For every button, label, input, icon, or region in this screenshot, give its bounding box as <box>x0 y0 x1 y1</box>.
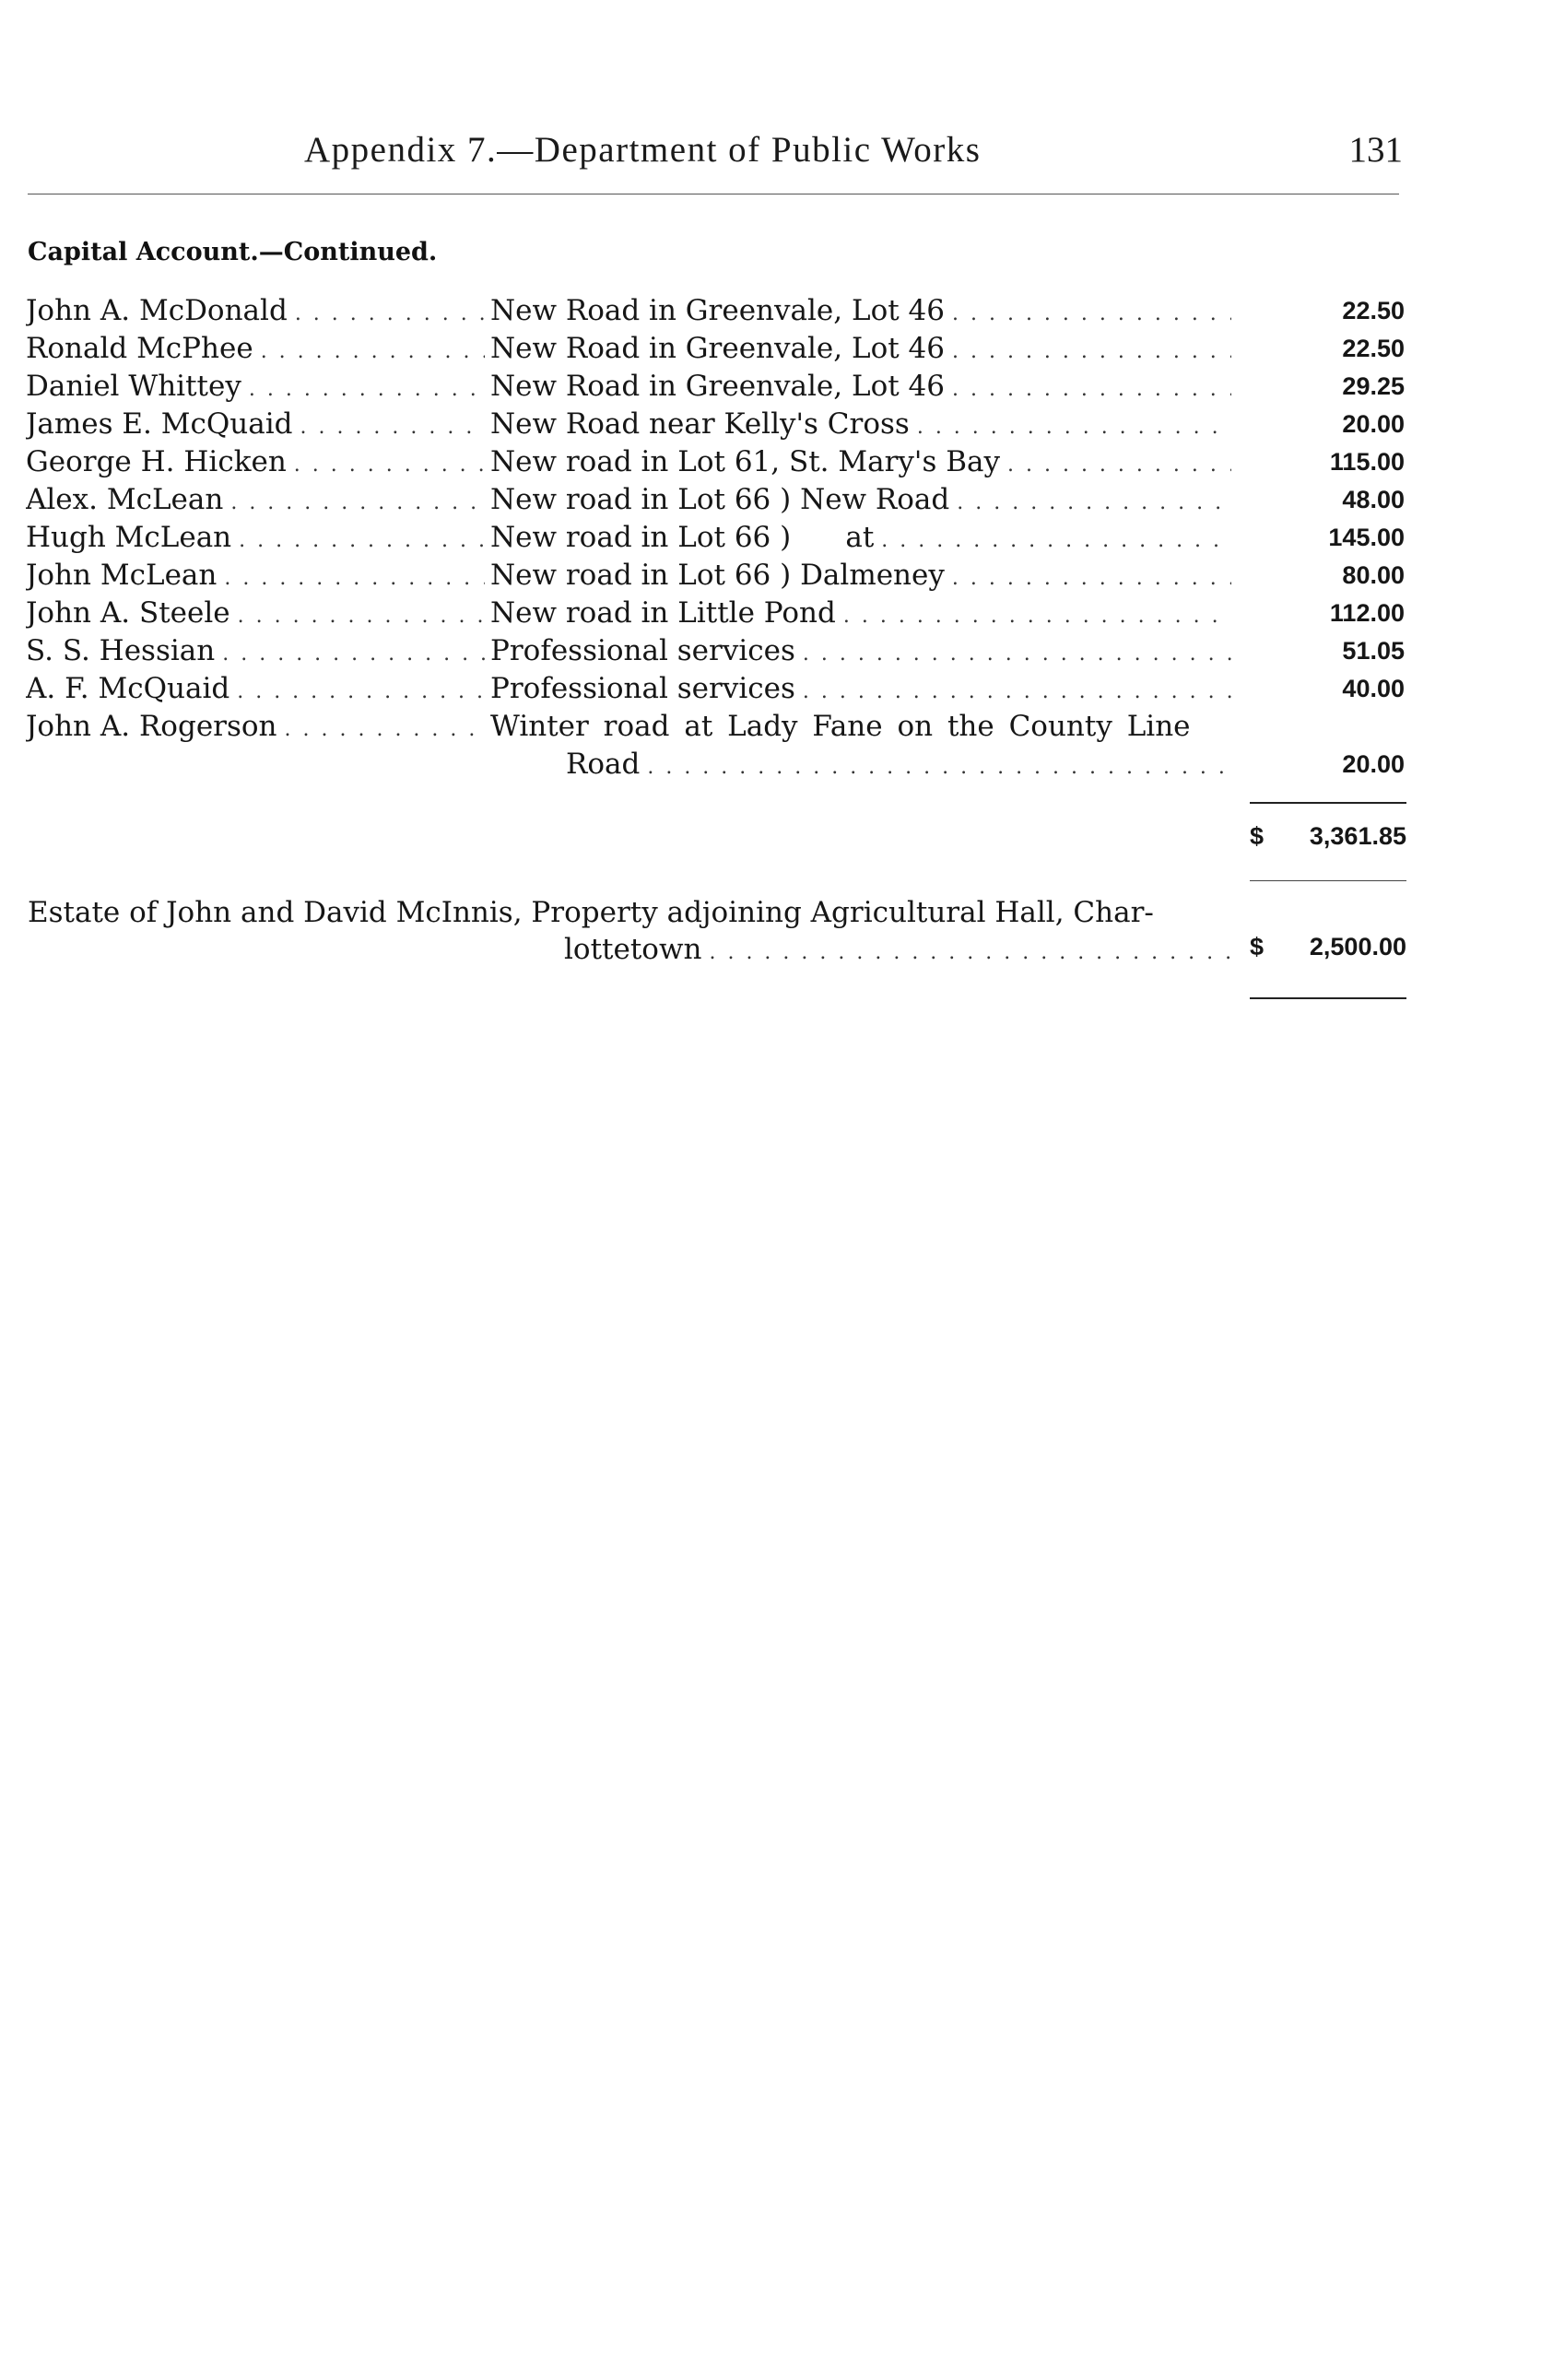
entry-row-continued <box>0 746 1541 783</box>
payee-cell <box>26 595 488 635</box>
entry-description: New road in Lot 61, St. Mary's Bay <box>490 445 1000 478</box>
payee-cell <box>26 632 488 673</box>
dot-leader <box>917 409 1231 446</box>
dot-leader <box>222 636 485 673</box>
description-cell <box>490 406 1235 446</box>
estate-amount: 2,500.00 <box>1309 933 1406 960</box>
entry-row <box>0 595 1541 631</box>
entry-description: Professional services <box>490 672 795 705</box>
entry-row <box>0 406 1541 442</box>
description-cell <box>566 746 1235 786</box>
payee-cell <box>26 330 488 371</box>
entry-amount: 112.00 <box>1329 599 1405 627</box>
description-cell <box>490 519 1235 560</box>
entry-row <box>0 708 1541 745</box>
dot-leader <box>230 485 485 522</box>
entry-amount: 29.25 <box>1342 372 1405 400</box>
payee-cell <box>26 443 488 484</box>
entry-description: New road in Lot 66 ) New Road <box>490 483 950 516</box>
payee-name: Ronald McPhee <box>26 332 253 365</box>
entry-row <box>0 292 1541 329</box>
entry-description: New Road in Greenvale, Lot 46 <box>490 332 945 365</box>
dot-leader <box>294 447 485 484</box>
description-cell <box>490 632 1235 673</box>
dot-leader <box>952 334 1231 371</box>
entry-amount: 40.00 <box>1342 675 1405 702</box>
entry-row <box>0 670 1541 707</box>
dot-leader <box>1007 447 1231 484</box>
entry-amount: 20.00 <box>1342 750 1405 778</box>
description-cell <box>490 368 1235 408</box>
estate-description-continued-cell <box>564 933 1235 966</box>
dot-leader <box>239 523 485 560</box>
payee-cell <box>26 481 488 522</box>
entry-description: New road in Lot 66 ) Dalmeney <box>490 559 945 592</box>
entry-amount: 22.50 <box>1342 335 1405 362</box>
entry-row <box>0 632 1541 669</box>
payee-cell <box>26 557 488 597</box>
dot-leader <box>295 296 485 333</box>
payee-cell <box>26 519 488 560</box>
payee-name: James E. McQuaid <box>26 407 293 441</box>
entry-description: New Road near Kelly's Cross <box>490 407 910 441</box>
dot-leader <box>709 941 1231 964</box>
entry-row <box>0 519 1541 556</box>
payee-name: John A. McDonald <box>26 294 288 327</box>
dot-leader <box>952 296 1231 333</box>
final-rule <box>1250 997 1406 999</box>
entry-description: New road in Lot 66 ) at <box>490 521 875 554</box>
page-number: 131 <box>1348 130 1403 170</box>
dot-leader <box>285 712 485 748</box>
payee-name: John McLean <box>26 559 218 592</box>
dot-leader <box>952 560 1231 597</box>
payee-cell <box>26 368 488 408</box>
page-header <box>0 129 1541 184</box>
entry-amount: 115.00 <box>1329 448 1405 476</box>
estate-description-continued: lottetown <box>564 933 702 966</box>
entry-amount: 51.05 <box>1342 637 1405 665</box>
dot-leader <box>237 674 485 711</box>
description-cell <box>490 595 1235 635</box>
entry-amount: 20.00 <box>1342 410 1405 438</box>
payee-cell <box>26 708 488 748</box>
payee-name: George H. Hicken <box>26 445 287 478</box>
description-cell <box>490 708 1235 745</box>
estate-description: Estate of John and David McInnis, Property adjoining Agricultural Hall, Char- <box>28 896 1154 929</box>
estate-entry <box>28 896 1410 988</box>
entry-row <box>0 330 1541 367</box>
description-cell <box>490 481 1235 522</box>
entry-description: Professional services <box>490 634 795 667</box>
dot-leader <box>952 371 1231 408</box>
total-line <box>1250 822 1406 859</box>
dot-leader <box>261 334 485 371</box>
payee-name: Hugh McLean <box>26 521 232 554</box>
dot-leader <box>238 598 485 635</box>
entry-row <box>0 481 1541 518</box>
payee-name: John A. Steele <box>26 596 230 630</box>
entry-row <box>0 557 1541 594</box>
entry-amount: 48.00 <box>1342 486 1405 513</box>
entry-amount: 145.00 <box>1328 524 1405 551</box>
payee-name: S. S. Hessian <box>26 634 216 667</box>
dot-leader <box>224 560 485 597</box>
entry-description-continued: Road <box>566 748 641 781</box>
description-cell <box>490 670 1235 711</box>
dot-leader <box>843 598 1231 635</box>
section-title: Capital Account.—Continued. <box>28 238 438 266</box>
payee-name: Daniel Whittey <box>26 370 241 403</box>
dot-leader <box>300 409 485 446</box>
currency-symbol: $ <box>1250 933 1265 960</box>
total-underline <box>1250 880 1406 881</box>
payee-cell <box>26 670 488 711</box>
entry-description: New Road in Greenvale, Lot 46 <box>490 370 945 403</box>
payee-name: John A. Rogerson <box>26 710 277 743</box>
payee-cell <box>26 406 488 446</box>
dot-leader <box>803 674 1231 711</box>
entry-row <box>0 443 1541 480</box>
description-cell <box>490 292 1235 333</box>
payee-name: A. F. McQuaid <box>26 672 230 705</box>
entry-description: New Road in Greenvale, Lot 46 <box>490 294 945 327</box>
description-cell <box>490 557 1235 597</box>
entry-description: New road in Little Pond <box>490 596 836 630</box>
entry-amount: 22.50 <box>1342 297 1405 324</box>
description-cell <box>490 443 1235 484</box>
currency-symbol: $ <box>1250 822 1265 850</box>
dot-leader <box>647 749 1231 786</box>
dot-leader <box>249 371 485 408</box>
dot-leader <box>803 636 1231 673</box>
dot-leader <box>957 485 1231 522</box>
dot-leader <box>881 523 1231 560</box>
entry-amount: 80.00 <box>1342 561 1405 589</box>
total-rule <box>1250 802 1406 804</box>
total-amount: 3,361.85 <box>1309 822 1406 850</box>
page-header-title: Appendix 7.—Department of Public Works <box>304 130 982 170</box>
entry-description: Winter road at Lady Fane on the County Line <box>490 710 1191 743</box>
entry-row <box>0 368 1541 405</box>
payee-cell <box>26 292 488 333</box>
payee-name: Alex. McLean <box>26 483 224 516</box>
description-cell <box>490 330 1235 371</box>
